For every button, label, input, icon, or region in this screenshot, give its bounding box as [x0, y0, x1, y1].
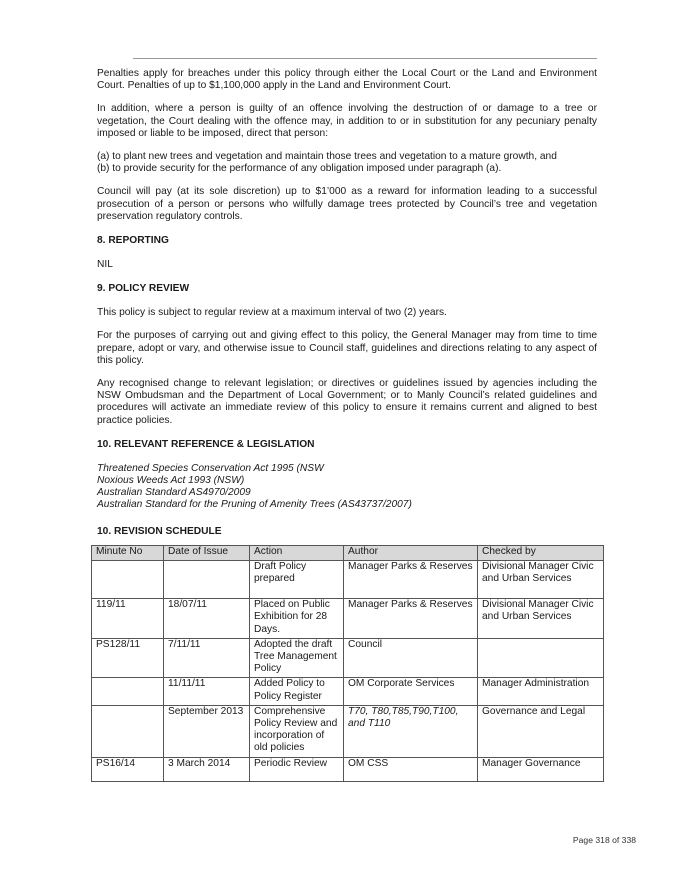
table-row: [92, 705, 604, 757]
legislation-item: Noxious Weeds Act 1993 (NSW): [97, 475, 245, 487]
action-cell: Adopted the draft Tree Management Policy: [250, 638, 344, 678]
author-cell: T70, T80,T85,T90,T100, and T110: [344, 705, 478, 757]
checked-by-cell: Governance and Legal: [478, 705, 604, 757]
minute-no-cell: [92, 561, 164, 599]
checked-by-cell: [478, 638, 604, 678]
checked-by-cell: Manager Governance: [478, 757, 604, 781]
court-direction-paragraph: In addition, where a person is guilty of an offence involving the destruction of or damage to a tree or vegetation, the Court dealing with the offence may, in addition to or in substitution for any pecuniary penalty imposed or liable to be imposed, direct that person:: [97, 103, 597, 139]
minute-no-cell: [92, 705, 164, 757]
author-cell: Manager Parks & Reserves: [344, 599, 478, 639]
column-header: Author: [344, 546, 478, 561]
section-9-heading: 9. POLICY REVIEW: [97, 283, 190, 295]
minute-no-cell: PS128/11: [92, 638, 164, 678]
penalties-paragraph: Penalties apply for breaches under this policy through either the Local Court or the Land and Environment Court. Penalties of up to $1,100,000 apply in the Land and Environment Court.: [97, 68, 597, 92]
table-row: [92, 638, 604, 678]
revision-schedule-table: [91, 545, 604, 782]
header-rule: [133, 58, 597, 59]
legislation-item: Threatened Species Conservation Act 1995 (NSW: [97, 462, 324, 474]
date-cell: September 2013: [164, 705, 250, 757]
minute-no-cell: [92, 678, 164, 705]
table-row: [92, 599, 604, 639]
clause-b: (b) to provide security for the performance of any obligation imposed under paragraph (a).: [97, 163, 502, 175]
action-cell: Placed on Public Exhibition for 28 Days.: [250, 599, 344, 639]
author-cell: Council: [344, 638, 478, 678]
date-cell: 18/07/11: [164, 599, 250, 639]
legislation-item: Australian Standard AS4970/2009: [97, 487, 251, 499]
table-row: [92, 561, 604, 599]
table-header-row: [92, 546, 604, 561]
legislation-item: Australian Standard for the Pruning of Amenity Trees (AS43737/2007): [97, 499, 412, 511]
section-8-heading: 8. REPORTING: [97, 235, 169, 247]
column-header: Checked by: [478, 546, 604, 561]
document-body: [97, 68, 597, 550]
minute-no-cell: 119/11: [92, 599, 164, 639]
date-cell: 11/11/11: [164, 678, 250, 705]
section-10-legislation-heading: 10. RELEVANT REFERENCE & LEGISLATION: [97, 438, 315, 450]
date-cell: 3 March 2014: [164, 757, 250, 781]
reward-paragraph: Council will pay (at its sole discretion) up to $1’000 as a reward for information leading to a successful prosecution of a person or persons who wilfully damage trees protected by Council’s tree and vegetation preservation regulatory controls.: [97, 186, 597, 222]
author-cell: Manager Parks & Reserves: [344, 561, 478, 599]
section-9-paragraph: Any recognised change to relevant legislation; or directives or guidelines issued by agencies including the NSW Ombudsman and the Department of Local Government; or to Manly Council’s related guidelines and procedures will activate an immediate review of this policy to ensure it remains current and aligned to best practice policies.: [97, 378, 597, 426]
table-row: [92, 757, 604, 781]
minute-no-cell: PS16/14: [92, 757, 164, 781]
checked-by-cell: Divisional Manager Civic and Urban Services: [478, 561, 604, 599]
author-cell: OM CSS: [344, 757, 478, 781]
checked-by-cell: Manager Administration: [478, 678, 604, 705]
column-header: Date of Issue: [164, 546, 250, 561]
action-cell: Periodic Review: [250, 757, 344, 781]
section-9-paragraph: This policy is subject to regular review at a maximum interval of two (2) years.: [97, 307, 447, 319]
action-cell: Comprehensive Policy Review and incorporation of old policies: [250, 705, 344, 757]
action-cell: Added Policy to Policy Register: [250, 678, 344, 705]
column-header: Action: [250, 546, 344, 561]
legislation-list: [97, 463, 597, 512]
checked-by-cell: Divisional Manager Civic and Urban Services: [478, 599, 604, 639]
action-cell: Draft Policy prepared: [250, 561, 344, 599]
section-10-revision-heading: 10. REVISION SCHEDULE: [97, 525, 222, 537]
table-row: [92, 678, 604, 705]
date-cell: 7/11/11: [164, 638, 250, 678]
section-8-body: NIL: [97, 259, 113, 271]
page-number: Page 318 of 338: [572, 835, 636, 845]
clause-a: (a) to plant new trees and vegetation and maintain those trees and vegetation to a mature growth, and: [97, 151, 557, 163]
section-9-paragraph: For the purposes of carrying out and giving effect to this policy, the General Manager may from time to time prepare, adopt or vary, and otherwise issue to Council staff, guidelines and directions relating to any aspect of this policy.: [97, 330, 597, 366]
date-cell: [164, 561, 250, 599]
author-cell: OM Corporate Services: [344, 678, 478, 705]
column-header: Minute No: [92, 546, 164, 561]
